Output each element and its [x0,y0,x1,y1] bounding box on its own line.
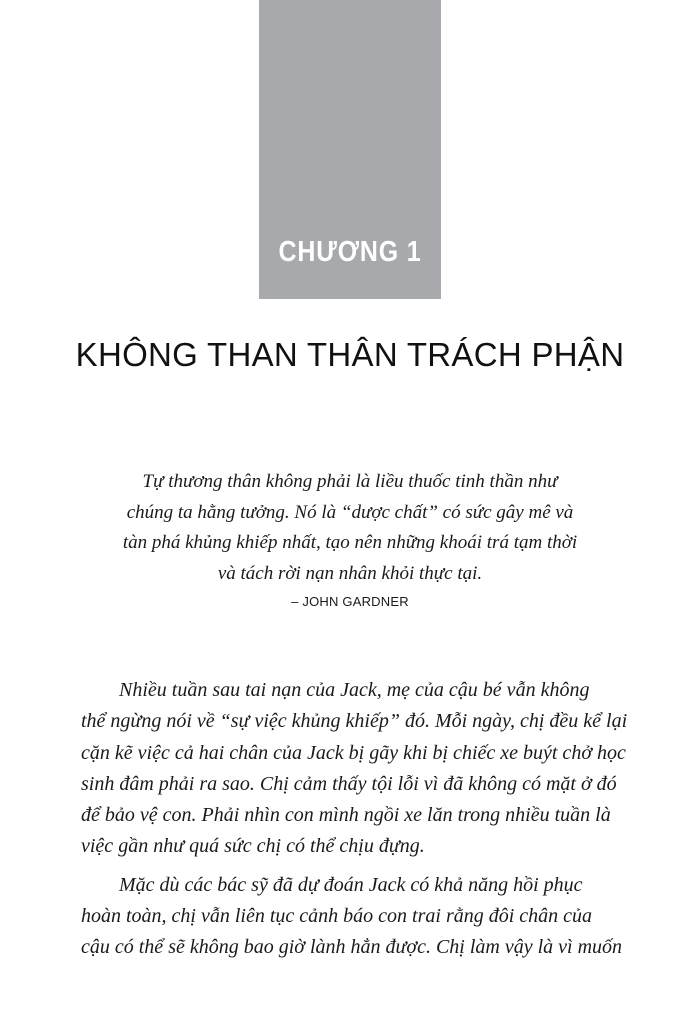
epigraph-line: Tự thương thân không phải là liều thuốc tinh thần như [142,471,558,492]
body-line: cặn kẽ việc cả hai chân của Jack bị gãy khi bị chiếc xe buýt chở học [81,741,626,764]
body-line: cậu có thể sẽ không bao giờ lành hẳn được. Chị làm vậy là vì muốn [81,936,623,959]
epigraph-quote [95,467,605,589]
chapter-banner [259,0,441,299]
chapter-title: KHÔNG THAN THÂN TRÁCH PHẬN [75,336,625,373]
body-line: Nhiều tuần sau tai nạn của Jack, mẹ của cậu bé vẫn không [119,679,590,701]
body-line: Mặc dù các bác sỹ đã dự đoán Jack có khả năng hồi phục [119,873,583,896]
epigraph-line: và tách rời nạn nhân khỏi thực tại. [217,562,483,584]
body-text [81,675,628,964]
body-line: việc gần như quá sức chị có thể chịu đựng. [81,835,425,858]
epigraph-attribution: – JOHN GARDNER [291,594,409,609]
chapter-number: CHƯƠNG 1 [278,236,422,268]
epigraph-line: tàn phá khủng khiếp nhất, tạo nên những khoái trá tạm thời [122,532,578,553]
body-line: để bảo vệ con. Phải nhìn con mình ngồi xe lăn trong nhiều tuần là [81,804,611,827]
body-line: thể ngừng nói về “sự việc khủng khiếp” đó. Mỗi ngày, chị đều kể lại [81,710,628,733]
body-line: sinh đâm phải ra sao. Chị cảm thấy tội lỗi vì đã không có mặt ở đó [81,772,617,795]
epigraph-line: chúng ta hằng tưởng. Nó là “dược chất” có sức gây mê và [126,501,574,523]
body-line: hoàn toàn, chị vẫn liên tục cảnh báo con trai rằng đôi chân của [81,905,593,928]
paragraph-spacer [81,863,621,870]
